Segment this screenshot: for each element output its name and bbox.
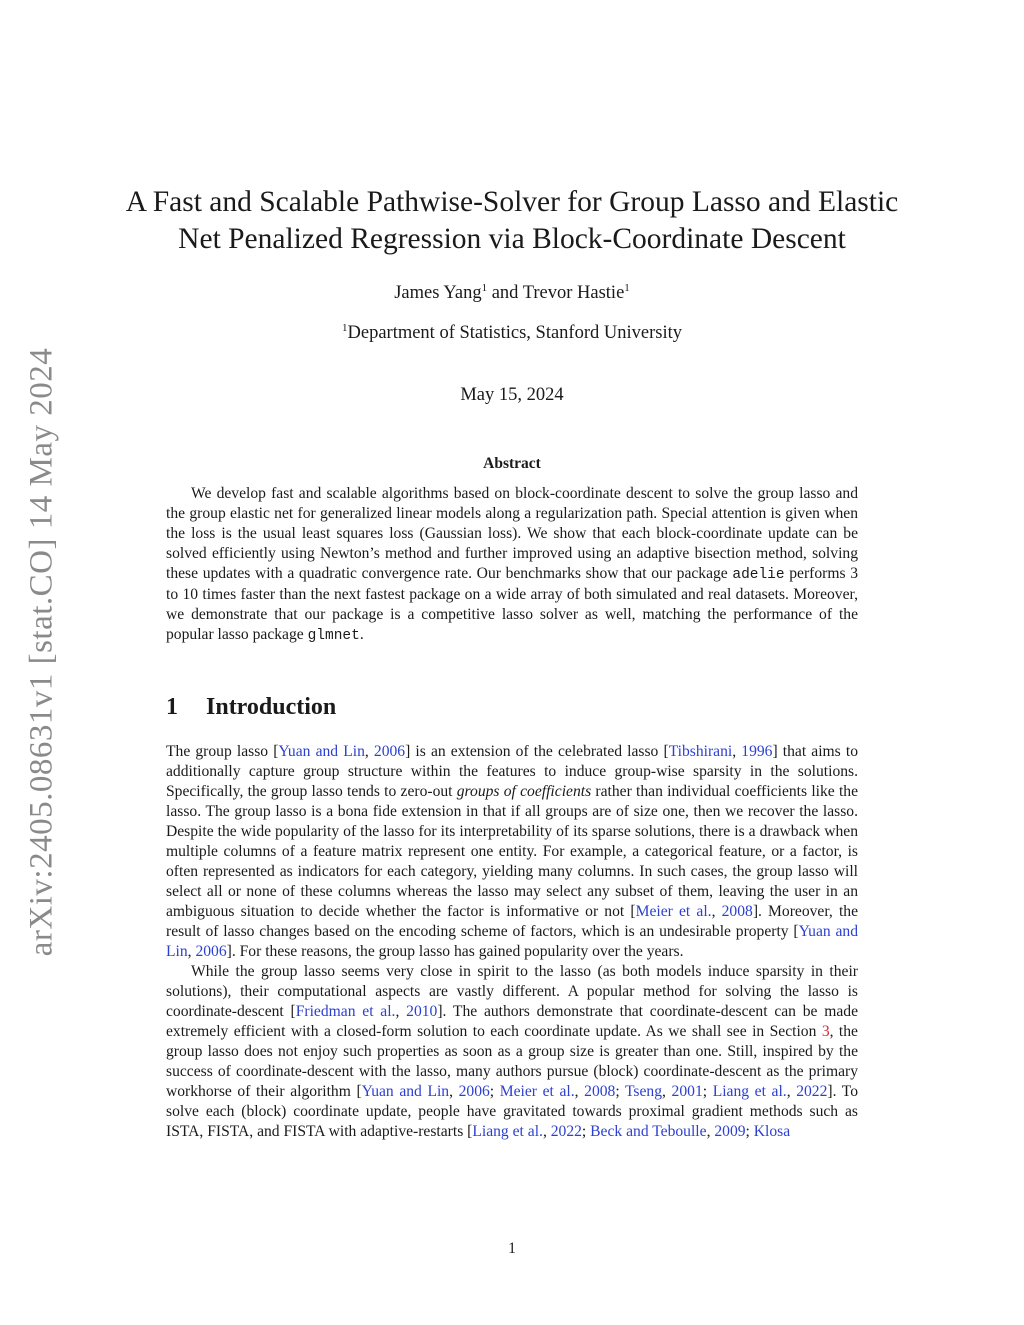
text-run: , the group lasso does not enjoy such properties as soon as a group size is greater than one. Still, inspired by the success of coordinate-descent with the lasso, many authors pursue (block) coordinate-descent as the primary workhorse of their algorithm [ bbox=[166, 1023, 858, 1100]
text-run: ] that aims to additionally capture group structure within the features to induce group-wise sparsity in the solutions. Specifically, the group lasso tends to zero-out bbox=[166, 743, 859, 800]
text-run: ; bbox=[581, 1123, 591, 1140]
text-run: , bbox=[786, 1083, 797, 1100]
citation-link[interactable]: 2010 bbox=[406, 1003, 438, 1020]
author-name: James Yang bbox=[394, 283, 482, 303]
citation-link[interactable]: Tibshirani bbox=[668, 743, 733, 760]
abstract-text: We develop fast and scalable algorithms based on block-coordinate descent to solve the group lasso and the group elastic net for generalized linear models along a regularization path. Special attention is given when the loss is the usual least squares loss (Gaussian loss). We show that each block-coordinate update can be solved efficiently using Newton’s method and further improved using an adaptive bisection method, solving these updates with a quadratic convergence rate. Our benchmarks show that our package bbox=[166, 485, 858, 582]
text-run: , bbox=[449, 1083, 459, 1100]
citation-link[interactable]: 2008 bbox=[721, 903, 753, 920]
section-title: Introduction bbox=[206, 694, 337, 720]
publication-date: May 15, 2024 bbox=[460, 385, 564, 405]
title-line-1: A Fast and Scalable Pathwise-Solver for Group Lasso and Elastic bbox=[125, 186, 899, 218]
text-run: The group lasso [ bbox=[166, 743, 279, 760]
author-list bbox=[0, 283, 1024, 304]
text-run: , bbox=[187, 943, 196, 960]
text-run: ; bbox=[489, 1083, 500, 1100]
text-run: , bbox=[662, 1083, 672, 1100]
citation-link[interactable]: Yuan and Lin bbox=[278, 743, 365, 760]
text-run: , bbox=[732, 743, 742, 760]
abstract-text: performs 3 to 10 times faster than the next fastest package on a wide array of both simulated and real datasets. Moreover, we demonstrate that our package is a competitive lasso solver as well, matching the performance of the popular lasso package bbox=[166, 565, 858, 643]
citation-link[interactable]: 2008 bbox=[584, 1083, 616, 1100]
text-run: ] is an extension of the celebrated lasso [ bbox=[405, 743, 669, 760]
paragraph bbox=[166, 742, 858, 962]
citation-link[interactable]: Meier et al. bbox=[635, 903, 712, 920]
affiliation-marker: 1 bbox=[481, 282, 488, 294]
citation-link[interactable]: 1996 bbox=[741, 743, 773, 760]
citation-link[interactable]: Meier et al. bbox=[499, 1083, 575, 1100]
citation-link[interactable]: 2006 bbox=[458, 1083, 490, 1100]
text-run: , bbox=[542, 1123, 551, 1140]
arxiv-identifier-stamp: arXiv:2405.08631v1 [stat.CO] 14 May 2024 bbox=[23, 347, 60, 957]
paragraph bbox=[166, 962, 858, 1142]
text-run: ]. For these reasons, the group lasso has gained popularity over the years. bbox=[226, 943, 684, 960]
text-run: rather than individual coefficients like the lasso. The group lasso is a bona fide extension in that if all groups are of size one, then we recover the lasso. Despite the wide popularity of the lasso for its interpretability of its sparse solutions, there is a drawback when multiple columns of a feature matrix represent one entity. For example, a categorical feature, or a factor, is often represented as indicators for each category, yielding many columns. In such cases, the group lasso will select all or none of these columns whereas the lasso may select any subset of them, leaving the user in an ambiguous situation to decide whether the factor is informative or not [ bbox=[166, 783, 859, 920]
text-run: ; bbox=[702, 1083, 713, 1100]
citation-link[interactable]: 2006 bbox=[373, 743, 406, 760]
citation-link[interactable]: Klosa bbox=[753, 1123, 791, 1140]
citation-link[interactable]: 2022 bbox=[550, 1123, 582, 1140]
paper-title bbox=[120, 184, 904, 258]
abstract-text: . bbox=[359, 626, 364, 643]
citation-link[interactable]: Liang et al. bbox=[472, 1123, 543, 1140]
citation-link[interactable]: 2001 bbox=[671, 1083, 703, 1100]
text-run: , bbox=[395, 1003, 407, 1020]
citation-link[interactable]: Friedman et al. bbox=[295, 1003, 396, 1020]
citation-link[interactable]: 2022 bbox=[796, 1083, 828, 1100]
section-reference-link[interactable]: 3 bbox=[821, 1023, 830, 1040]
title-line-2: Net Penalized Regression via Block-Coordinate Descent bbox=[178, 223, 846, 255]
abstract-body bbox=[166, 484, 858, 646]
abstract-heading: Abstract bbox=[483, 455, 541, 472]
page-number: 1 bbox=[508, 1240, 516, 1257]
text-run: ]. Moreover, the result of lasso changes based on the encoding scheme of factors, which is an undesirable property [ bbox=[166, 903, 859, 940]
citation-link[interactable]: Yuan and Lin bbox=[361, 1083, 450, 1100]
citation-link[interactable]: Tseng bbox=[625, 1083, 663, 1100]
affiliation bbox=[0, 323, 1024, 344]
affiliation-text: Department of Statistics, Stanford University bbox=[347, 323, 682, 343]
text-run: , bbox=[364, 743, 374, 760]
affiliation-marker: 1 bbox=[342, 322, 348, 334]
author-connector: and bbox=[487, 283, 523, 303]
section-heading bbox=[166, 694, 336, 721]
text-run: ]. The authors demonstrate that coordinate-descent can be made extremely efficient with a closed-form solution to each coordinate update. As we shall see in Section bbox=[166, 1003, 859, 1040]
section-number: 1 bbox=[166, 694, 178, 720]
text-run: ; bbox=[745, 1123, 754, 1140]
citation-link[interactable]: Yuan and Lin bbox=[166, 923, 858, 960]
introduction-body bbox=[166, 742, 858, 1142]
citation-link[interactable]: 2006 bbox=[195, 943, 227, 960]
text-run: ]. To solve each (block) coordinate update, people have gravitated towards proximal gradient methods such as ISTA, FISTA, and FISTA with adaptive-restarts [ bbox=[166, 1083, 859, 1140]
emphasis: groups of coefficients bbox=[456, 783, 592, 800]
citation-link[interactable]: Liang et al. bbox=[712, 1083, 787, 1100]
text-run: While the group lasso seems very close in spirit to the lasso (as both models induce sparsity in their solutions), their computational aspects are vastly different. A popular method for solving the lasso is coordinate-descent [ bbox=[166, 963, 858, 1020]
text-run: ; bbox=[615, 1083, 625, 1100]
package-name: adelie bbox=[732, 567, 785, 583]
package-name: glmnet bbox=[307, 628, 360, 644]
citation-link[interactable]: 2009 bbox=[714, 1123, 746, 1140]
text-run: , bbox=[706, 1123, 715, 1140]
author-name: Trevor Hastie bbox=[522, 283, 625, 303]
affiliation-marker: 1 bbox=[624, 282, 630, 294]
text-run: , bbox=[711, 903, 722, 920]
text-run: , bbox=[574, 1083, 585, 1100]
citation-link[interactable]: Beck and Teboulle bbox=[590, 1123, 707, 1140]
